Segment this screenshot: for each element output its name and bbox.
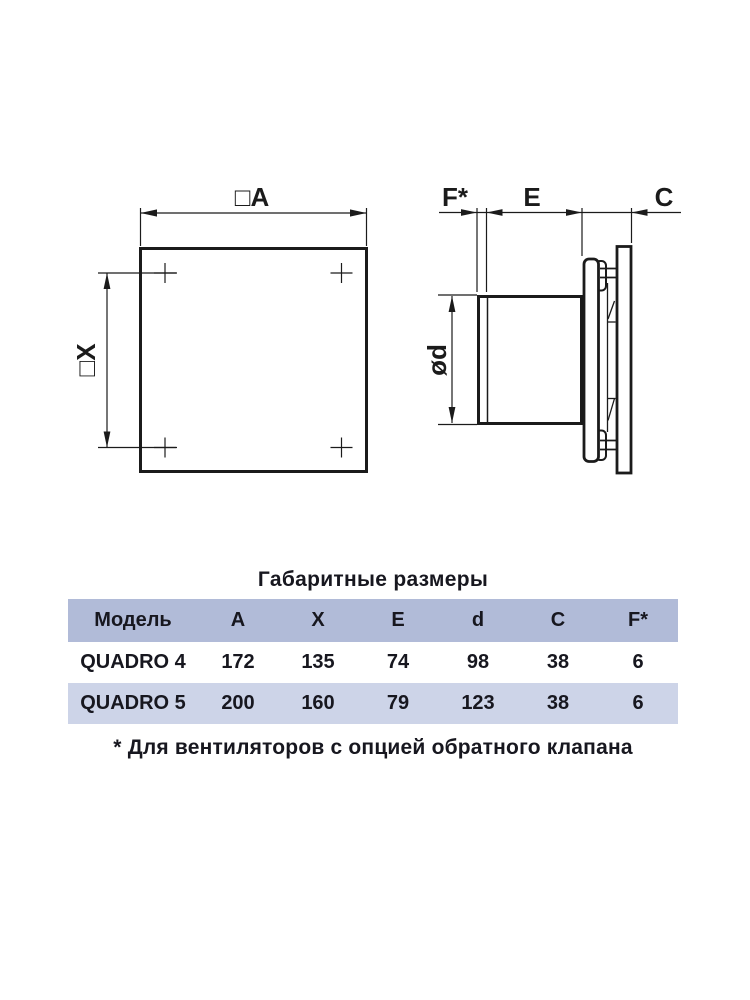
column-header: d	[471, 609, 485, 631]
dim-label-f: F*	[442, 182, 468, 212]
table-cell: 135	[301, 651, 335, 673]
table-cell: 160	[301, 692, 335, 714]
arrowhead	[449, 296, 456, 312]
arrowhead	[104, 273, 111, 289]
table-cell: 38	[546, 692, 570, 714]
arrowhead	[449, 407, 456, 423]
side-view-drawing	[422, 182, 681, 473]
dim-label-c: C	[654, 182, 674, 212]
table-cell: 200	[221, 692, 255, 714]
arrowhead	[141, 209, 158, 216]
table-title: Габаритные размеры	[257, 568, 489, 591]
column-header: A	[230, 609, 246, 631]
dimensions-table	[68, 599, 678, 724]
table-row-quadro-4	[68, 642, 678, 683]
table-cell: 98	[466, 651, 490, 673]
arrowhead	[350, 209, 367, 216]
duct-tube	[479, 297, 582, 424]
table-cell: QUADRO 4	[80, 651, 186, 673]
arrowhead	[632, 209, 648, 216]
front-panel	[617, 247, 631, 474]
table-cell: 123	[461, 692, 495, 714]
table-cell: 38	[546, 651, 570, 673]
faceplate-outline	[141, 249, 367, 472]
table-cell: 79	[386, 692, 410, 714]
table-cell: 172	[221, 651, 255, 673]
table-cell: 6	[632, 692, 644, 714]
table-footnote: * Для вентиляторов с опцией обратного клапана	[113, 736, 633, 759]
dim-label-square-x: □X	[71, 343, 101, 377]
column-header: E	[391, 609, 405, 631]
arrowhead	[487, 209, 503, 216]
column-header: Модель	[94, 609, 172, 631]
dim-label-d: ød	[422, 344, 452, 376]
dim-label-square-a: □A	[234, 182, 270, 212]
column-header: C	[550, 609, 566, 631]
table-cell: 6	[632, 651, 644, 673]
column-header: F*	[628, 609, 648, 631]
front-view-drawing	[71, 182, 367, 472]
table-cell: 74	[386, 651, 410, 673]
mounting-plate	[584, 259, 599, 462]
dim-label-e: E	[523, 182, 541, 212]
table-cell: QUADRO 5	[80, 692, 186, 714]
column-header: X	[311, 609, 325, 631]
arrowhead	[104, 432, 111, 448]
arrowhead	[566, 209, 582, 216]
table-header-row	[68, 599, 678, 642]
table-row-quadro-5	[68, 683, 678, 724]
